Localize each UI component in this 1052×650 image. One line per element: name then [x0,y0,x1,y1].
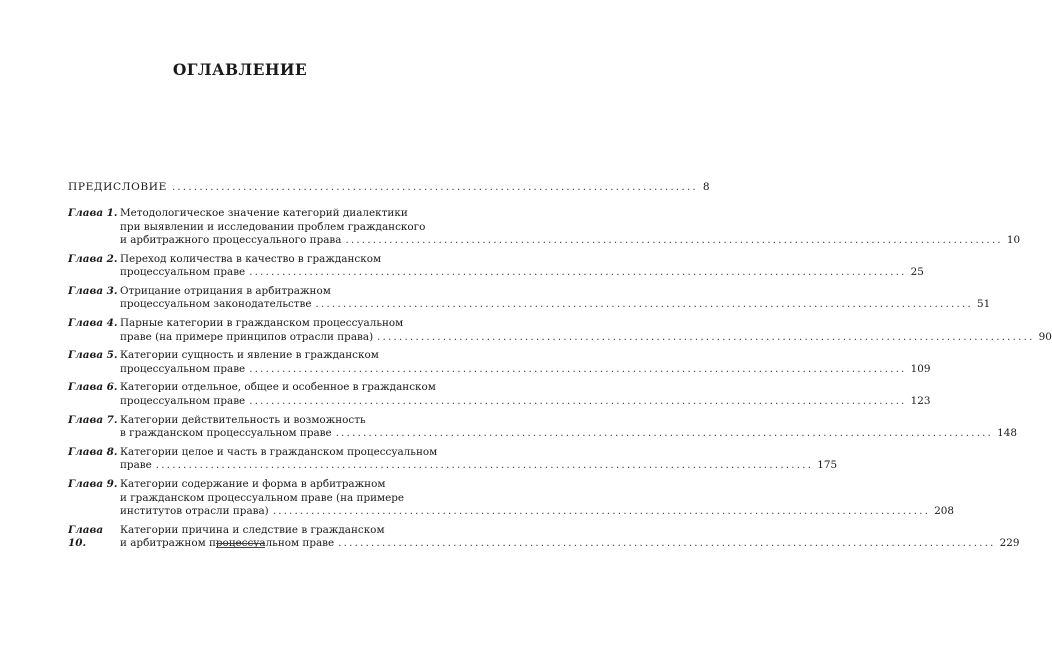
preface-page-number: 8 [702,181,710,193]
chapter-title [120,446,837,473]
chapter-label: Глава 9. [68,478,118,490]
chapter-title [120,414,1017,441]
chapter-page-number: 148 [997,427,1017,440]
chapter-page-number: 10 [1006,234,1021,246]
chapter-title-last-line [120,331,1052,345]
chapter-entry [68,445,838,473]
chapter-title-line: институтов отрасли права) [120,505,269,517]
chapter-label: Глава 7. [68,413,118,426]
dot-leader: ........................................................................................................................ [377,331,1035,343]
chapter-title [120,207,1020,248]
dot-leader: ........................................................................................................................ [249,363,907,375]
chapter-title [120,478,954,519]
dot-leader: ........................................................................................................................ [338,538,996,550]
chapter-title-line: процессуальном праве [120,394,246,407]
chapter-title-line: Методологическое значение категорий диалектики [120,207,408,219]
dot-leader: ........................................................................................................................ [272,506,931,517]
chapter-title-line: Категории причина и следствие в гражданском [120,523,385,536]
chapter-title-line: праве [120,459,152,472]
preface-entry [68,181,710,193]
chapter-title-line: процессуальном праве [120,266,246,279]
chapter-title-line: в гражданском процессуальном праве [120,427,332,440]
chapter-entry [68,381,931,408]
chapter-title-last-line [120,395,931,409]
chapter-label: Глава 8. [68,445,118,458]
dot-leader: ........................................................................................................................ [335,428,994,440]
chapter-title [120,381,931,408]
chapter-label: Глава 3. [68,284,118,297]
chapter-title [120,253,924,280]
dot-leader: ................................................................................................ [171,182,698,193]
chapter-page-number: 109 [910,362,931,375]
section-divider [216,543,265,548]
chapter-title-last-line [120,459,837,473]
chapter-entry [68,284,991,312]
chapter-page-number: 51 [977,298,991,311]
chapter-title [120,317,1052,344]
chapter-title-line: Переход количества в качество в гражданском [120,252,382,265]
chapter-title-line: Парные категории в гражданском процессуальном [120,317,404,330]
chapter-label: Глава 2. [68,252,118,265]
chapter-label: Глава 1. [68,207,118,219]
chapter-page-number: 123 [910,394,931,407]
chapter-title-line: процессуальном законодательстве [120,298,312,311]
chapter-page-number: 25 [910,266,924,279]
chapter-list [68,207,1052,556]
chapter-title-line: Категории действительность и возможность [120,413,366,426]
chapter-title [120,349,931,376]
dot-leader: ........................................................................................................................ [345,235,1003,246]
chapter-title-line: Отрицание отрицания в арбитражном [120,284,331,297]
chapter-entry [68,349,931,376]
chapter-page-number: 229 [999,537,1020,550]
chapter-title-last-line [120,505,954,519]
chapter-page-number: 90 [1038,330,1052,343]
chapter-label: Глава 4. [68,317,118,330]
chapter-title-last-line [120,427,1017,441]
chapter-title-last-line [120,234,1020,248]
chapter-entry [68,413,1017,441]
preface-label: ПРЕДИСЛОВИЕ [68,181,167,193]
chapter-title [120,285,990,312]
chapter-title-last-line [120,298,990,312]
chapter-title-last-line [120,363,931,377]
chapter-page-number: 208 [934,505,955,517]
dot-leader: ........................................................................................................................ [249,267,907,279]
chapter-title-line: и арбитражного процессуального права [120,234,342,246]
dot-leader: ........................................................................................................................ [249,395,907,407]
chapter-title-line: и арбитражном процессуальном праве [120,537,335,550]
chapter-label: Глава 6. [68,381,118,394]
chapter-entry [68,252,924,280]
chapter-label: Глава 5. [68,349,118,362]
chapter-entry [68,478,955,519]
chapter-entry [68,317,1052,344]
chapter-title-line: Категории содержание и форма в арбитражном [120,478,386,490]
chapter-title-line: Категории сущность и явление в гражданском [120,349,379,362]
chapter-title-last-line [120,266,924,280]
chapter-title-line: праве (на примере принципов отрасли права) [120,330,374,343]
dot-leader: ........................................................................................................................ [155,460,814,472]
chapter-entry [68,207,1021,248]
chapter-label: Глава 10. [68,523,104,550]
chapter-title-line: Категории отдельное, общее и особенное в гражданском [120,381,436,394]
dot-leader: ........................................................................................................................ [315,299,973,311]
chapter-page-number: 175 [817,459,838,472]
chapter-title-line: и гражданском процессуальном праве (на примере [120,491,405,504]
chapter-title-line: процессуальном праве [120,362,246,375]
chapter-title-line: при выявлении и исследовании проблем гражданского [120,220,426,233]
page-title: ОГЛАВЛЕНИЕ [172,60,308,79]
chapter-title-line: Категории целое и часть в гражданском процессуальном [120,445,438,458]
